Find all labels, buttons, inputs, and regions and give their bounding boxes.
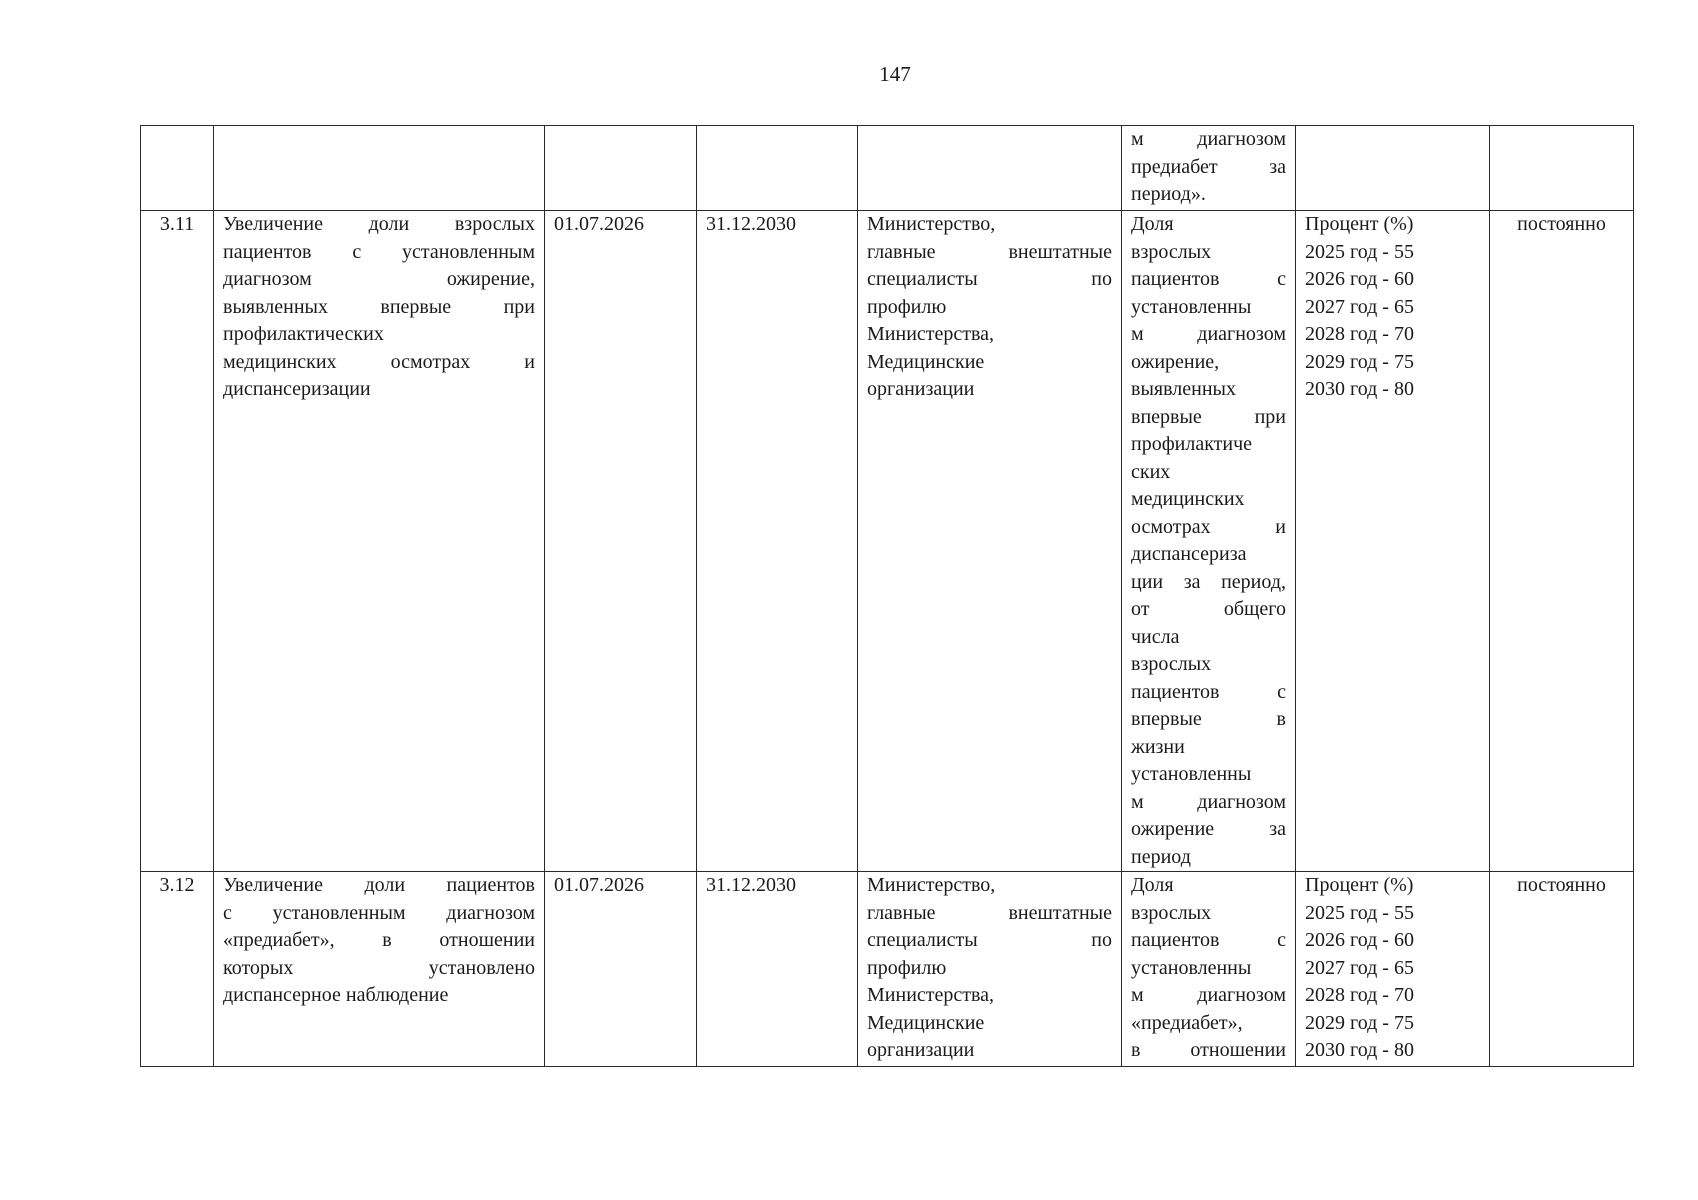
table-row bbox=[141, 126, 1634, 211]
text-line: 2027 год - 65 bbox=[1305, 295, 1414, 318]
text-line: м диагнозом bbox=[1131, 790, 1286, 813]
text-line: период bbox=[1131, 845, 1191, 868]
text-line: медицинских осмотрах и bbox=[223, 350, 535, 373]
measure-name bbox=[214, 211, 545, 872]
text-line: Увеличение доли пациентов bbox=[223, 874, 535, 896]
text-line: диспансеризации bbox=[223, 378, 371, 400]
text-line: жизни bbox=[1131, 735, 1185, 758]
text-line: ских bbox=[1131, 460, 1171, 483]
text-line: предиабет за bbox=[1131, 155, 1286, 178]
text-line: главные внештатные bbox=[867, 240, 1112, 263]
text-line: профилактических bbox=[223, 323, 384, 345]
table-row bbox=[141, 211, 1634, 872]
text-line: специалисты по bbox=[867, 929, 1112, 951]
text-line: с установленным диагнозом bbox=[223, 901, 535, 924]
text-line: Доля bbox=[1131, 213, 1174, 235]
text-line: ожирение, bbox=[1131, 350, 1220, 373]
text-line: профилю bbox=[867, 956, 947, 979]
text-line: Министерства, bbox=[867, 323, 995, 345]
measures-table bbox=[140, 125, 1634, 1067]
measure-name bbox=[214, 872, 545, 1067]
indicator bbox=[1122, 126, 1296, 211]
text-line: установленны bbox=[1131, 763, 1252, 785]
text-line: Министерство, bbox=[867, 213, 996, 235]
text-line: взрослых bbox=[1131, 240, 1212, 263]
text-line: в отношении bbox=[1131, 1039, 1286, 1061]
text-line: медицинских bbox=[1131, 488, 1245, 510]
row-number: 3.12 bbox=[141, 872, 214, 1067]
text-line: Процент (%) bbox=[1305, 213, 1414, 235]
text-line: Министерство, bbox=[867, 874, 996, 896]
text-line: м диагнозом bbox=[1131, 323, 1286, 345]
text-line: 2030 год - 80 bbox=[1305, 1039, 1414, 1061]
text-line: диагнозом ожирение, bbox=[223, 268, 535, 290]
start-date: 01.07.2026 bbox=[545, 872, 697, 1067]
start-date bbox=[545, 126, 697, 211]
indicator bbox=[1122, 211, 1296, 872]
text-line: пациентов с установленным bbox=[223, 240, 535, 263]
text-line: м диагнозом bbox=[1131, 128, 1286, 150]
target-values bbox=[1296, 126, 1490, 211]
table-row bbox=[141, 872, 1634, 1067]
text-line: ожирение за bbox=[1131, 818, 1286, 840]
text-line: числа bbox=[1131, 625, 1180, 648]
text-line: установленны bbox=[1131, 956, 1252, 979]
target-values bbox=[1296, 211, 1490, 872]
text-line: ции за период, bbox=[1131, 570, 1286, 593]
end-date: 31.12.2030 bbox=[697, 872, 858, 1067]
text-line: организации bbox=[867, 1039, 975, 1061]
text-line: «предиабет», bbox=[1131, 1011, 1243, 1034]
text-line: 2025 год - 55 bbox=[1305, 901, 1414, 924]
text-line: м диагнозом bbox=[1131, 984, 1286, 1006]
end-date: 31.12.2030 bbox=[697, 211, 858, 872]
measure-name bbox=[214, 126, 545, 211]
text-line: 2029 год - 75 bbox=[1305, 350, 1414, 373]
text-line: которых установлено bbox=[223, 956, 535, 979]
text-line: Министерства, bbox=[867, 984, 995, 1006]
text-line: организации bbox=[867, 378, 975, 400]
text-line: профилактиче bbox=[1131, 433, 1253, 455]
start-date: 01.07.2026 bbox=[545, 211, 697, 872]
text-line: Увеличение доли взрослых bbox=[223, 213, 535, 235]
indicator bbox=[1122, 872, 1296, 1067]
text-line: взрослых bbox=[1131, 901, 1212, 924]
text-line: период». bbox=[1131, 183, 1206, 205]
text-line: 2026 год - 60 bbox=[1305, 929, 1414, 951]
text-line: пациентов с bbox=[1131, 929, 1286, 951]
target-values bbox=[1296, 872, 1490, 1067]
periodicity: постоянно bbox=[1490, 872, 1634, 1067]
text-line: Доля bbox=[1131, 874, 1174, 896]
text-line: 2030 год - 80 bbox=[1305, 378, 1414, 400]
text-line: диспансериза bbox=[1131, 543, 1247, 565]
page-number: 147 bbox=[879, 62, 911, 86]
text-line: диспансерное наблюдение bbox=[223, 984, 449, 1006]
row-number: 3.11 bbox=[141, 211, 214, 872]
text-line: Процент (%) bbox=[1305, 874, 1414, 896]
text-line: профилю bbox=[867, 295, 947, 318]
text-line: от общего bbox=[1131, 598, 1286, 620]
text-line: впервые при bbox=[1131, 405, 1286, 428]
text-line: взрослых bbox=[1131, 653, 1212, 675]
text-line: 2027 год - 65 bbox=[1305, 956, 1414, 979]
text-line: установленны bbox=[1131, 295, 1252, 318]
text-line: осмотрах и bbox=[1131, 515, 1286, 538]
text-line: 2026 год - 60 bbox=[1305, 268, 1414, 290]
text-line: Медицинские bbox=[867, 1011, 985, 1034]
text-line: главные внештатные bbox=[867, 901, 1112, 924]
text-line: пациентов с bbox=[1131, 268, 1286, 290]
text-line: «предиабет», в отношении bbox=[223, 929, 535, 951]
text-line: 2029 год - 75 bbox=[1305, 1011, 1414, 1034]
row-number bbox=[141, 126, 214, 211]
text-line: 2028 год - 70 bbox=[1305, 323, 1414, 345]
text-line: Медицинские bbox=[867, 350, 985, 373]
text-line: выявленных bbox=[1131, 378, 1236, 400]
end-date bbox=[697, 126, 858, 211]
responsible bbox=[858, 211, 1122, 872]
text-line: впервые в bbox=[1131, 708, 1286, 730]
responsible bbox=[858, 126, 1122, 211]
text-line: 2028 год - 70 bbox=[1305, 984, 1414, 1006]
text-line: 2025 год - 55 bbox=[1305, 240, 1414, 263]
responsible bbox=[858, 872, 1122, 1067]
text-line: выявленных впервые при bbox=[223, 295, 535, 318]
text-line: специалисты по bbox=[867, 268, 1112, 290]
periodicity: постоянно bbox=[1490, 211, 1634, 872]
periodicity bbox=[1490, 126, 1634, 211]
text-line: пациентов с bbox=[1131, 680, 1286, 703]
